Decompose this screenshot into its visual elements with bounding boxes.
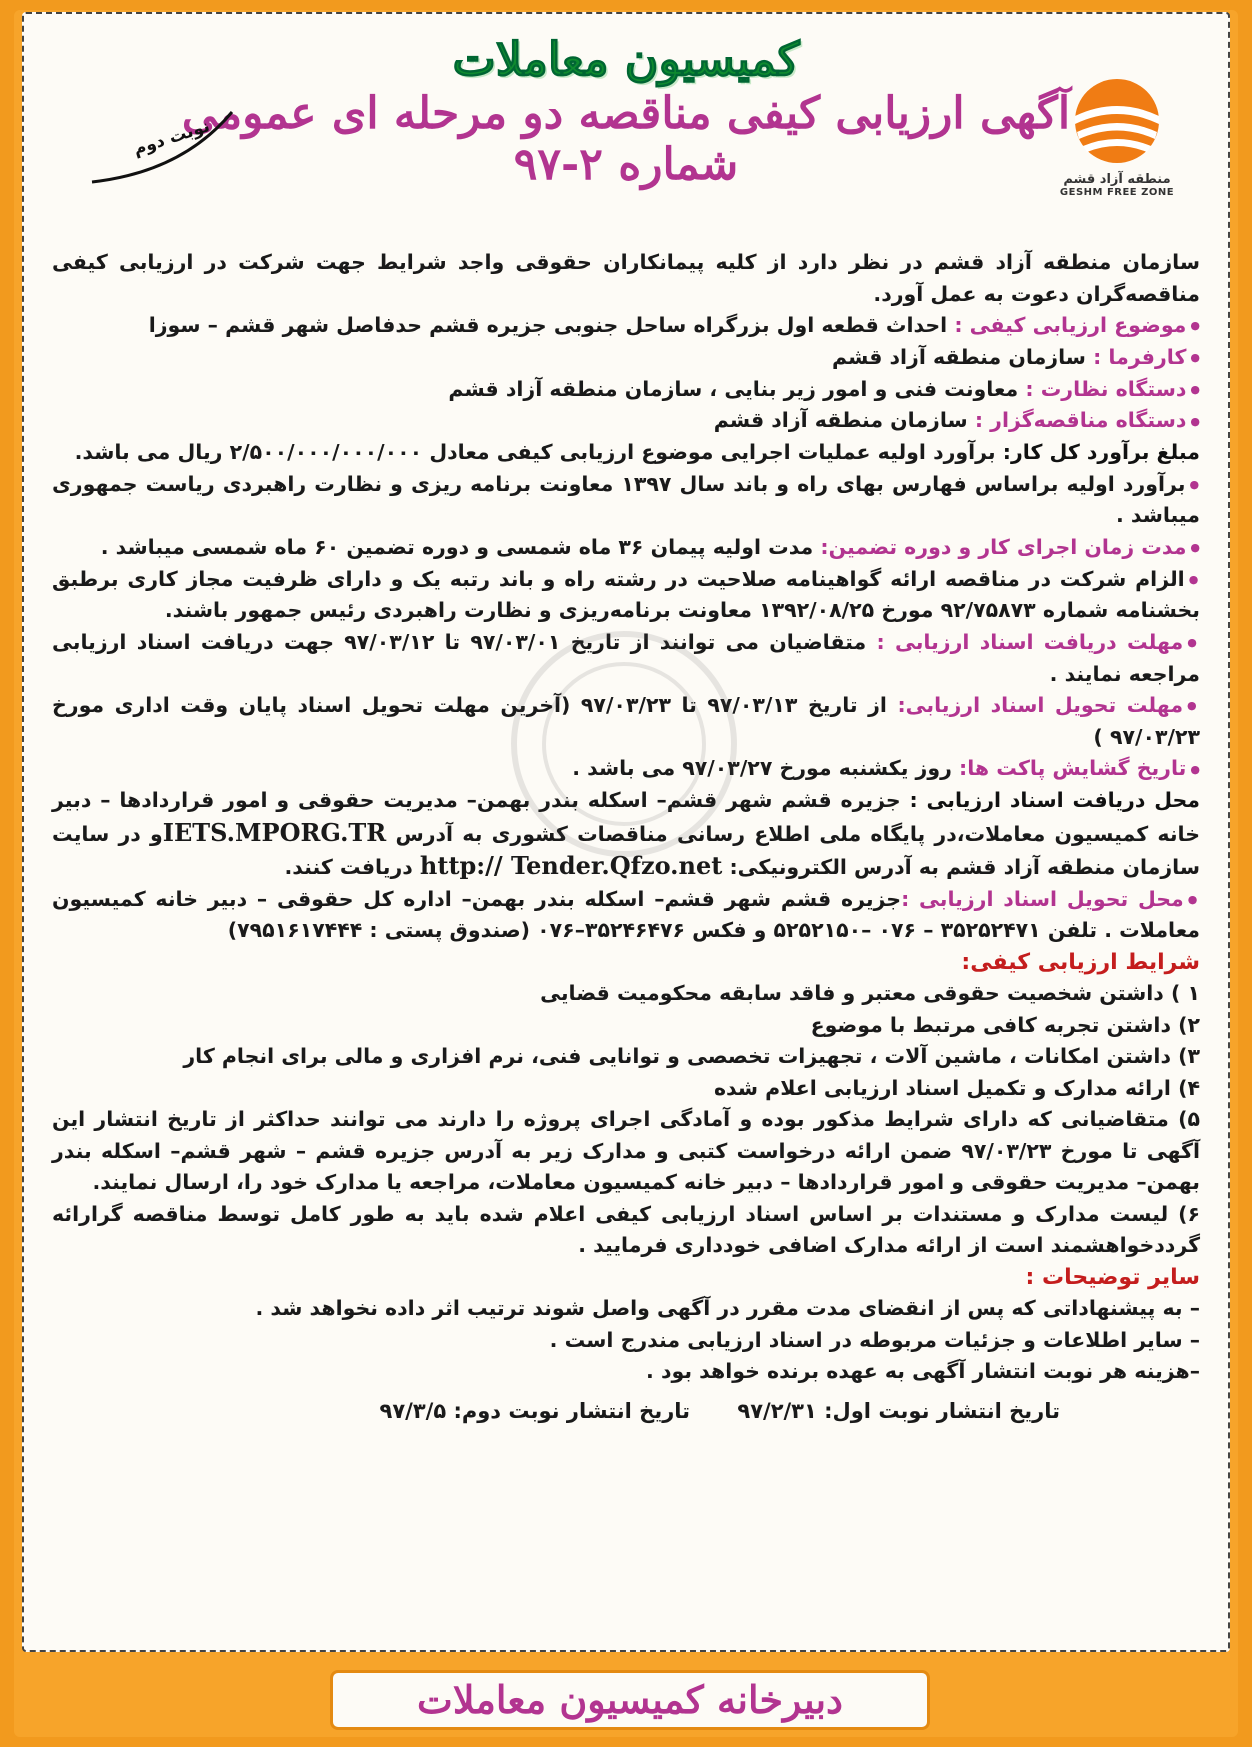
publish-dates (52, 1396, 1200, 1428)
condition-item: ۴) ارائه مدارک و تکمیل اسناد ارزیابی اعلام شده (713, 1075, 1200, 1100)
deliver-place-text: جزیره قشم شهر قشم– اسکله بندر بهمن– اداره کل حقوقی – دبیر خانه کمیسیون معاملات . تلفن ۳۵۲۵۲۴۷۱ – ۰۷۶ –۵۲۵۲۱۵۰ و فکس ۳۵۲۴۶۴۷۶–۰۷۶ (صندوق پستی : ۷۹۵۱۶۱۷۴۴۴) (52, 886, 1200, 943)
receive-place (52, 785, 1200, 884)
condition-item: ۲) داشتن تجربه کافی مرتبط با موضوع (810, 1012, 1200, 1037)
requirement-paragraph: ● الزام شرکت در مناقصه ارائه گواهینامه صلاحیت در رشته راه و باند رتبه یک و دارای ظرفیت مجاز کاری برطبق بخشنامه شماره ۹۲/۷۵۸۷۳ مورخ ۱۳۹۲/۰۸/۲۵ معاونت برنامه‌ریزی و نظارت راهبردی رئیس جمهور باشند. (52, 564, 1200, 627)
deadline-deliver-text: از تاریخ ۹۷/۰۳/۱۳ تا ۹۷/۰۳/۲۳ (آخرین مهلت تحویل اسناد پایان وقت اداری مورخ ۹۷/۰۳/۲۳ ) (52, 693, 1200, 749)
notice-page (22, 12, 1230, 1652)
item-employer (52, 342, 1200, 374)
notice-body (52, 247, 1200, 1427)
item-text: احداث قطعه اول بزرگراه ساحل جنوبی جزیره قشم حدفاصل شهر قشم – سوزا (148, 313, 955, 337)
note-item: –هزینه هر نوبت انتشار آگهی به عهده برنده خواهد بود . (646, 1359, 1200, 1384)
estimate-basis: ● برآورد اولیه براساس فهارس بهای راه و باند سال ۱۳۹۷ معاونت برنامه ریزی و نظارت راهبردی ریاست جمهوری میباشد . (52, 469, 1200, 532)
estimate-paragraph (52, 437, 1200, 469)
footer-banner: دبیرخانه کمیسیون معاملات (330, 1670, 930, 1730)
item-label: دستگاه نظارت : (1025, 376, 1187, 401)
stamp-text: نوبت دوم (130, 116, 213, 160)
duration-text: مدت اولیه پیمان ۳۶ ماه شمسی و دوره تضمین ۶۰ ماه شمسی میباشد . (100, 534, 821, 559)
estimate-label: مبلغ برآورد کل کار: (1002, 440, 1200, 464)
notice-number: شماره ۲-۹۷ (513, 139, 739, 190)
deliver-place-label: محل تحویل اسناد ارزیابی : (901, 886, 1184, 911)
receive-place-text: جزیره قشم شهر قشم– اسکله بندر بهمن– مدیریت حقوقی و امور قراردادها – دبیر خانه کمیسیون معاملات،در پایگاه ملی اطلاع رسانی مناقصات کشوری به آدرس (52, 788, 1200, 846)
condition-item: ۱ ) داشتن شخصیت حقوقی معتبر و فاقد سابقه محکومیت قضایی (540, 981, 1200, 1006)
deadline-receive (52, 627, 1200, 690)
receive-place-text-2: و در سایت سازمان منطقه آزاد قشم به آدرس الکترونیکی: (52, 821, 1200, 879)
condition-item: ۶) لیست مدارک و مستندات بر اساس اسناد ارزیابی کیفی اعلام شده باید به طور کامل توسط مناقصه گرارائه گرددخواهشمند است از ارائه مدارک اضافی خودداری فرمایید . (52, 1201, 1200, 1258)
item-label: کارفرما : (1093, 344, 1187, 369)
notes-title: سایر توضیحات : (1025, 1264, 1200, 1290)
duration-paragraph (52, 532, 1200, 564)
item-tender-org (52, 405, 1200, 437)
item-text: معاونت فنی و امور زیر بنایی ، سازمان منطقه آزاد قشم (448, 376, 1026, 401)
opening-label: تاریخ گشایش پاکت ها: (959, 756, 1187, 781)
page-title: کمیسیون معاملات (452, 32, 800, 86)
condition-item: ۵) متقاضیانی که دارای شرایط مذکور بوده و آمادگی اجرای پروژه را دارند می توانند حداکثر از تاریخ انتشار این آگهی تا مورخ ۹۷/۰۳/۲۳ ضمن ارائه درخواست کتبی و مدارک زیر به آدرس جزیره قشم – شهر قشم– اسکله بندر بهمن– مدیریت حقوقی و امور قراردادها – دبیر خانه کمیسیون معاملات، مراجعه یا مدارک خود را، ارسال نمایند. (52, 1107, 1200, 1195)
second-notice-stamp (82, 102, 282, 192)
deadline-deliver (52, 690, 1200, 753)
logo-english: GESHM FREE ZONE (1059, 187, 1175, 198)
item-supervisor (52, 374, 1200, 406)
opening-date (52, 753, 1200, 785)
tender-link[interactable]: http:// Tender.Qfzo.net (419, 851, 723, 880)
condition-item: ۳) داشتن امکانات ، ماشین آلات ، تجهیزات تخصصی و توانایی فنی، نرم افزاری و مالی برای انجام کار (183, 1044, 1200, 1069)
receive-place-label: محل دریافت اسناد ارزیابی : (909, 788, 1200, 812)
deliver-place (52, 884, 1200, 947)
note-item: – به پیشنهاداتی که پس از انقضای مدت مقرر در آگهی واصل شوند ترتیب اثر داده نخواهد شد . (255, 1296, 1200, 1321)
estimate-text: برآورد اولیه عملیات اجرایی موضوع ارزیابی کیفی معادل ۲/۵۰۰/۰۰۰/۰۰۰/۰۰۰ ریال می باشد. (74, 440, 1003, 464)
deadline-receive-text: متقاضیان می توانند از تاریخ ۹۷/۰۳/۰۱ تا ۹۷/۰۳/۱۲ جهت دریافت اسناد ارزیابی مراجعه نمایند . (52, 629, 1200, 686)
item-subject (52, 310, 1200, 342)
curve-icon (82, 102, 282, 192)
item-label: موضوع ارزیابی کیفی : (954, 313, 1187, 337)
note-item: – سایر اطلاعات و جزئیات مربوطه در اسناد ارزیابی مندرج است . (549, 1327, 1200, 1352)
deadline-receive-label: مهلت دریافت اسناد ارزیابی : (876, 629, 1184, 654)
header (52, 32, 1200, 247)
logo (1052, 76, 1182, 216)
item-text: سازمان منطقه آزاد قشم (713, 408, 975, 433)
opening-text: روز یکشنبه مورخ ۹۷/۰۳/۲۷ می باشد . (572, 756, 960, 781)
logo-label: منطقه آزاد قشم (1063, 172, 1171, 187)
item-label: دستگاه مناقصه‌گزار : (974, 408, 1187, 433)
duration-label: مدت زمان اجرای کار و دوره تضمین: (820, 534, 1187, 559)
qeshm-logo-icon (1067, 76, 1167, 166)
receive-place-text-3: دریافت کنند. (284, 855, 420, 879)
first-publish-date: تاریخ انتشار نوبت اول: ۹۷/۲/۳۱ (737, 1398, 1060, 1423)
page-subtitle: آگهی ارزیابی کیفی مناقصه دو مرحله ای عمومی (181, 88, 1071, 139)
item-text: سازمان منطقه آزاد قشم (832, 344, 1094, 369)
conditions-title: شرایط ارزیابی کیفی: (961, 949, 1200, 975)
deadline-deliver-label: مهلت تحویل اسناد ارزیابی: (897, 693, 1184, 717)
intro-paragraph: سازمان منطقه آزاد قشم در نظر دارد از کلیه پیمانکاران حقوقی واجد شرایط جهت شرکت در ارزیابی کیفی مناقصه‌گران دعوت به عمل آورد. (52, 250, 1200, 306)
second-publish-date: تاریخ انتشار نوبت دوم: ۹۷/۳/۵ (379, 1398, 691, 1423)
iets-link[interactable]: IETS.MPORG.TR (162, 817, 387, 847)
